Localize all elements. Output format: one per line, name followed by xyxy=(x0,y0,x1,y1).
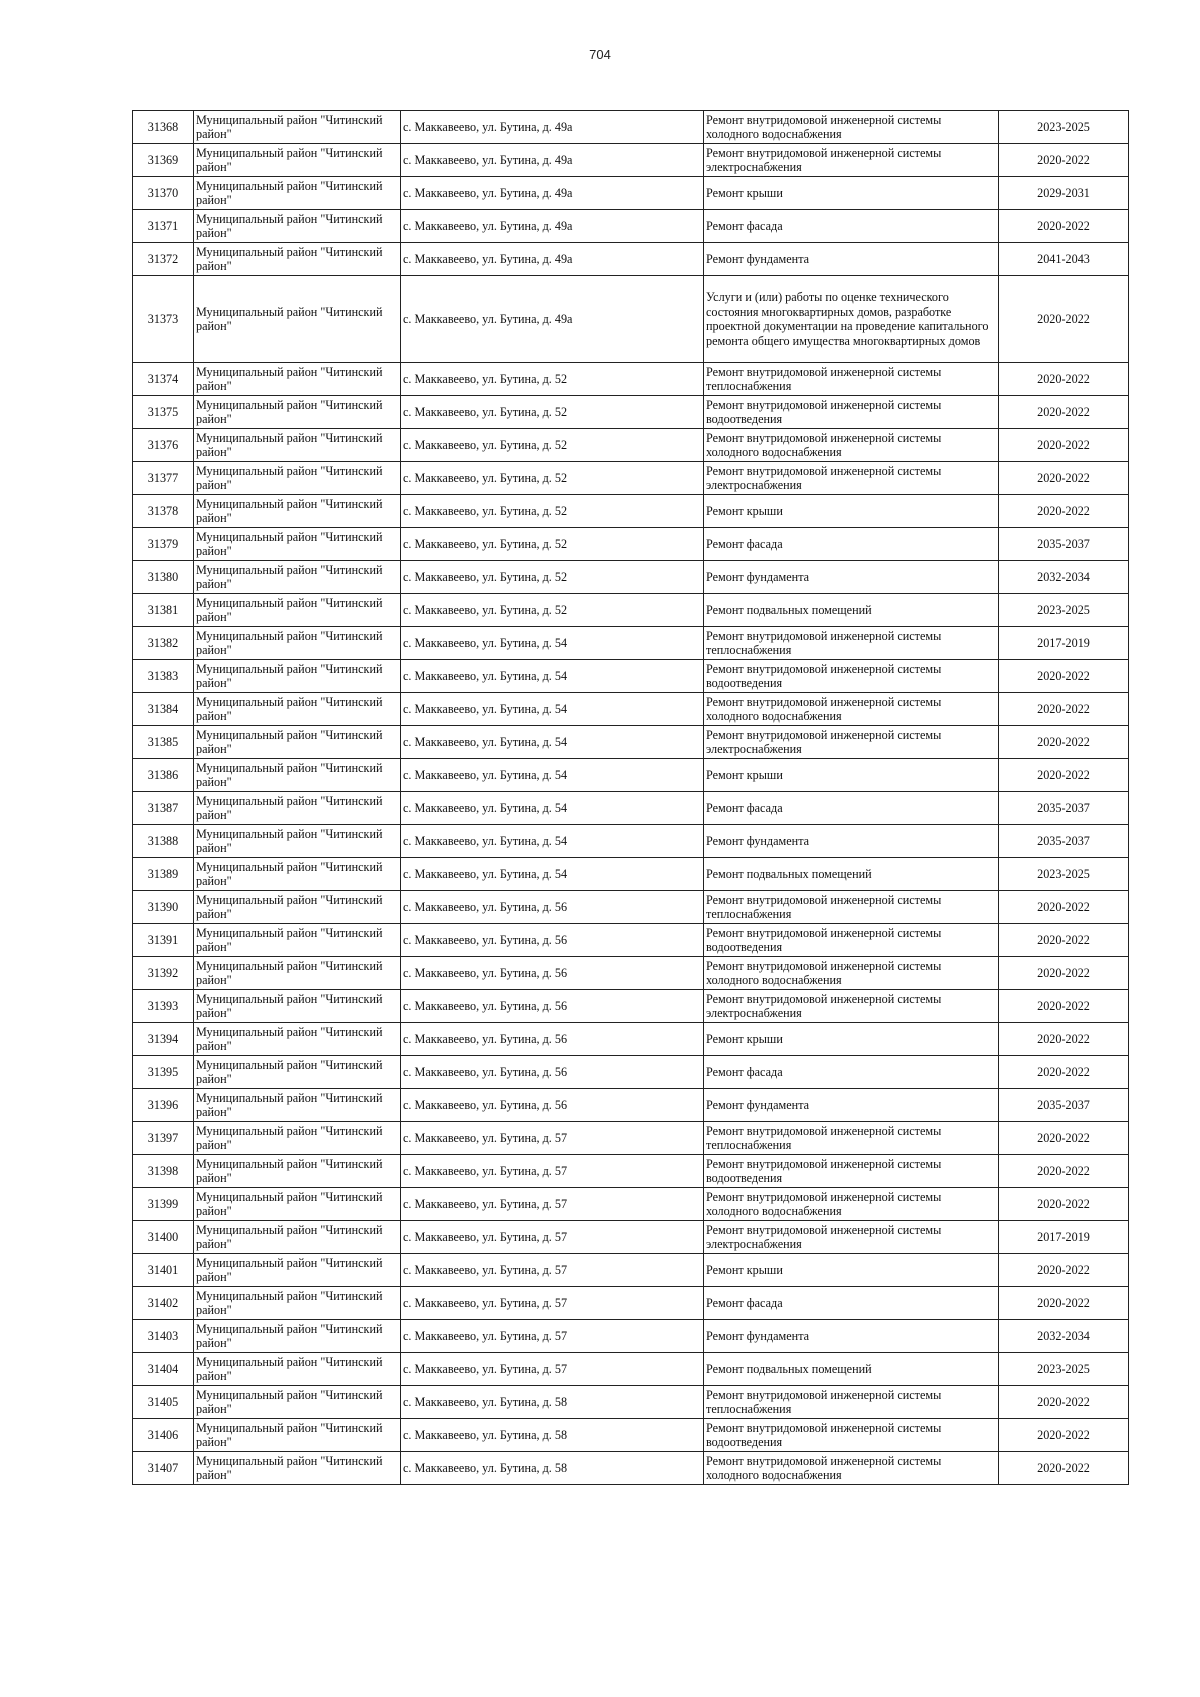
period-cell: 2020-2022 xyxy=(999,1023,1129,1056)
period-cell: 2020-2022 xyxy=(999,693,1129,726)
municipality-cell: Муниципальный район "Читинский район" xyxy=(194,825,401,858)
address-cell: с. Маккавеево, ул. Бутина, д. 56 xyxy=(401,891,704,924)
work-type-cell: Ремонт внутридомовой инженерной системы теплоснабжения xyxy=(704,627,999,660)
row-number: 31403 xyxy=(133,1320,194,1353)
period-cell: 2023-2025 xyxy=(999,594,1129,627)
municipality-cell: Муниципальный район "Читинский район" xyxy=(194,363,401,396)
period-cell: 2035-2037 xyxy=(999,792,1129,825)
address-cell: с. Маккавеево, ул. Бутина, д. 52 xyxy=(401,594,704,627)
address-cell: с. Маккавеево, ул. Бутина, д. 52 xyxy=(401,561,704,594)
table-row xyxy=(133,1386,1129,1419)
table-row xyxy=(133,693,1129,726)
municipality-cell: Муниципальный район "Читинский район" xyxy=(194,1188,401,1221)
municipality-cell: Муниципальный район "Читинский район" xyxy=(194,1320,401,1353)
row-number: 31397 xyxy=(133,1122,194,1155)
work-type-cell: Ремонт внутридомовой инженерной системы водоотведения xyxy=(704,660,999,693)
table-row xyxy=(133,363,1129,396)
address-cell: с. Маккавеево, ул. Бутина, д. 54 xyxy=(401,627,704,660)
period-cell: 2020-2022 xyxy=(999,957,1129,990)
row-number: 31401 xyxy=(133,1254,194,1287)
row-number: 31377 xyxy=(133,462,194,495)
row-number: 31371 xyxy=(133,210,194,243)
table-row xyxy=(133,1254,1129,1287)
row-number: 31376 xyxy=(133,429,194,462)
work-type-cell: Ремонт фасада xyxy=(704,210,999,243)
address-cell: с. Маккавеево, ул. Бутина, д. 57 xyxy=(401,1353,704,1386)
municipality-cell: Муниципальный район "Читинский район" xyxy=(194,693,401,726)
municipality-cell: Муниципальный район "Читинский район" xyxy=(194,429,401,462)
municipality-cell: Муниципальный район "Читинский район" xyxy=(194,276,401,363)
address-cell: с. Маккавеево, ул. Бутина, д. 52 xyxy=(401,462,704,495)
work-type-cell: Ремонт внутридомовой инженерной системы водоотведения xyxy=(704,1155,999,1188)
address-cell: с. Маккавеево, ул. Бутина, д. 57 xyxy=(401,1320,704,1353)
table-row xyxy=(133,1419,1129,1452)
municipality-cell: Муниципальный район "Читинский район" xyxy=(194,1155,401,1188)
work-type-cell: Ремонт внутридомовой инженерной системы холодного водоснабжения xyxy=(704,429,999,462)
address-cell: с. Маккавеево, ул. Бутина, д. 52 xyxy=(401,429,704,462)
period-cell: 2032-2034 xyxy=(999,1320,1129,1353)
table-row xyxy=(133,891,1129,924)
municipality-cell: Муниципальный район "Читинский район" xyxy=(194,957,401,990)
row-number: 31389 xyxy=(133,858,194,891)
row-number: 31391 xyxy=(133,924,194,957)
address-cell: с. Маккавеево, ул. Бутина, д. 58 xyxy=(401,1452,704,1485)
table-row xyxy=(133,825,1129,858)
row-number: 31400 xyxy=(133,1221,194,1254)
row-number: 31406 xyxy=(133,1419,194,1452)
municipality-cell: Муниципальный район "Читинский район" xyxy=(194,1089,401,1122)
municipality-cell: Муниципальный район "Читинский район" xyxy=(194,1452,401,1485)
municipality-cell: Муниципальный район "Читинский район" xyxy=(194,792,401,825)
table-row xyxy=(133,1188,1129,1221)
municipality-cell: Муниципальный район "Читинский район" xyxy=(194,210,401,243)
municipality-cell: Муниципальный район "Читинский район" xyxy=(194,396,401,429)
period-cell: 2017-2019 xyxy=(999,1221,1129,1254)
period-cell: 2020-2022 xyxy=(999,210,1129,243)
period-cell: 2020-2022 xyxy=(999,990,1129,1023)
table-row xyxy=(133,528,1129,561)
row-number: 31385 xyxy=(133,726,194,759)
work-type-cell: Ремонт крыши xyxy=(704,177,999,210)
period-cell: 2041-2043 xyxy=(999,243,1129,276)
work-type-cell: Ремонт фасада xyxy=(704,792,999,825)
address-cell: с. Маккавеево, ул. Бутина, д. 54 xyxy=(401,726,704,759)
address-cell: с. Маккавеево, ул. Бутина, д. 54 xyxy=(401,693,704,726)
work-type-cell: Услуги и (или) работы по оценке технического состояния многоквартирных домов, разработке проектной документации на проведение капитального ремонта общего имущества многоквартирных домов xyxy=(704,276,999,363)
work-type-cell: Ремонт внутридомовой инженерной системы холодного водоснабжения xyxy=(704,1452,999,1485)
table-row xyxy=(133,1023,1129,1056)
row-number: 31374 xyxy=(133,363,194,396)
municipality-cell: Муниципальный район "Читинский район" xyxy=(194,990,401,1023)
table-row xyxy=(133,1155,1129,1188)
address-cell: с. Маккавеево, ул. Бутина, д. 57 xyxy=(401,1122,704,1155)
work-type-cell: Ремонт подвальных помещений xyxy=(704,594,999,627)
row-number: 31370 xyxy=(133,177,194,210)
row-number: 31390 xyxy=(133,891,194,924)
address-cell: с. Маккавеево, ул. Бутина, д. 52 xyxy=(401,363,704,396)
work-type-cell: Ремонт крыши xyxy=(704,1254,999,1287)
work-type-cell: Ремонт крыши xyxy=(704,759,999,792)
row-number: 31382 xyxy=(133,627,194,660)
period-cell: 2020-2022 xyxy=(999,1287,1129,1320)
work-type-cell: Ремонт внутридомовой инженерной системы холодного водоснабжения xyxy=(704,111,999,144)
table-row xyxy=(133,792,1129,825)
municipality-cell: Муниципальный район "Читинский район" xyxy=(194,660,401,693)
table-row xyxy=(133,990,1129,1023)
work-type-cell: Ремонт внутридомовой инженерной системы холодного водоснабжения xyxy=(704,693,999,726)
row-number: 31393 xyxy=(133,990,194,1023)
work-type-cell: Ремонт крыши xyxy=(704,495,999,528)
address-cell: с. Маккавеево, ул. Бутина, д. 56 xyxy=(401,924,704,957)
table-row xyxy=(133,1287,1129,1320)
work-type-cell: Ремонт крыши xyxy=(704,1023,999,1056)
work-type-cell: Ремонт внутридомовой инженерной системы водоотведения xyxy=(704,924,999,957)
table-row xyxy=(133,726,1129,759)
table-row xyxy=(133,1056,1129,1089)
row-number: 31396 xyxy=(133,1089,194,1122)
address-cell: с. Маккавеево, ул. Бутина, д. 57 xyxy=(401,1155,704,1188)
municipality-cell: Муниципальный район "Читинский район" xyxy=(194,594,401,627)
period-cell: 2020-2022 xyxy=(999,726,1129,759)
period-cell: 2020-2022 xyxy=(999,462,1129,495)
municipality-cell: Муниципальный район "Читинский район" xyxy=(194,1287,401,1320)
period-cell: 2020-2022 xyxy=(999,1386,1129,1419)
period-cell: 2020-2022 xyxy=(999,759,1129,792)
period-cell: 2020-2022 xyxy=(999,1056,1129,1089)
municipality-cell: Муниципальный район "Читинский район" xyxy=(194,561,401,594)
address-cell: с. Маккавеево, ул. Бутина, д. 56 xyxy=(401,990,704,1023)
period-cell: 2020-2022 xyxy=(999,1419,1129,1452)
municipality-cell: Муниципальный район "Читинский район" xyxy=(194,858,401,891)
work-type-cell: Ремонт внутридомовой инженерной системы водоотведения xyxy=(704,396,999,429)
period-cell: 2020-2022 xyxy=(999,144,1129,177)
address-cell: с. Маккавеево, ул. Бутина, д. 56 xyxy=(401,957,704,990)
address-cell: с. Маккавеево, ул. Бутина, д. 54 xyxy=(401,858,704,891)
table-row xyxy=(133,396,1129,429)
table-row xyxy=(133,957,1129,990)
row-number: 31386 xyxy=(133,759,194,792)
work-type-cell: Ремонт подвальных помещений xyxy=(704,858,999,891)
period-cell: 2035-2037 xyxy=(999,1089,1129,1122)
address-cell: с. Маккавеево, ул. Бутина, д. 54 xyxy=(401,825,704,858)
address-cell: с. Маккавеево, ул. Бутина, д. 56 xyxy=(401,1023,704,1056)
municipality-cell: Муниципальный район "Читинский район" xyxy=(194,1419,401,1452)
address-cell: с. Маккавеево, ул. Бутина, д. 56 xyxy=(401,1056,704,1089)
municipality-cell: Муниципальный район "Читинский район" xyxy=(194,243,401,276)
work-type-cell: Ремонт внутридомовой инженерной системы электроснабжения xyxy=(704,462,999,495)
row-number: 31380 xyxy=(133,561,194,594)
table-row xyxy=(133,1452,1129,1485)
municipality-cell: Муниципальный район "Читинский район" xyxy=(194,726,401,759)
row-number: 31383 xyxy=(133,660,194,693)
work-type-cell: Ремонт фасада xyxy=(704,528,999,561)
work-type-cell: Ремонт внутридомовой инженерной системы теплоснабжения xyxy=(704,1122,999,1155)
work-type-cell: Ремонт внутридомовой инженерной системы холодного водоснабжения xyxy=(704,1188,999,1221)
repair-schedule-table xyxy=(132,110,1129,1485)
municipality-cell: Муниципальный район "Читинский район" xyxy=(194,1353,401,1386)
address-cell: с. Маккавеево, ул. Бутина, д. 49а xyxy=(401,210,704,243)
work-type-cell: Ремонт внутридомовой инженерной системы холодного водоснабжения xyxy=(704,957,999,990)
table-row xyxy=(133,177,1129,210)
municipality-cell: Муниципальный район "Читинский район" xyxy=(194,528,401,561)
period-cell: 2020-2022 xyxy=(999,1188,1129,1221)
municipality-cell: Муниципальный район "Читинский район" xyxy=(194,1023,401,1056)
address-cell: с. Маккавеево, ул. Бутина, д. 54 xyxy=(401,792,704,825)
row-number: 31369 xyxy=(133,144,194,177)
address-cell: с. Маккавеево, ул. Бутина, д. 49а xyxy=(401,177,704,210)
address-cell: с. Маккавеево, ул. Бутина, д. 54 xyxy=(401,660,704,693)
municipality-cell: Муниципальный район "Читинский район" xyxy=(194,759,401,792)
period-cell: 2020-2022 xyxy=(999,1452,1129,1485)
address-cell: с. Маккавеево, ул. Бутина, д. 57 xyxy=(401,1188,704,1221)
address-cell: с. Маккавеево, ул. Бутина, д. 52 xyxy=(401,396,704,429)
work-type-cell: Ремонт внутридомовой инженерной системы теплоснабжения xyxy=(704,1386,999,1419)
period-cell: 2017-2019 xyxy=(999,627,1129,660)
address-cell: с. Маккавеево, ул. Бутина, д. 52 xyxy=(401,495,704,528)
municipality-cell: Муниципальный район "Читинский район" xyxy=(194,111,401,144)
address-cell: с. Маккавеево, ул. Бутина, д. 57 xyxy=(401,1254,704,1287)
municipality-cell: Муниципальный район "Читинский район" xyxy=(194,1221,401,1254)
table-row xyxy=(133,429,1129,462)
table-row xyxy=(133,1089,1129,1122)
table-row xyxy=(133,1122,1129,1155)
municipality-cell: Муниципальный район "Читинский район" xyxy=(194,1122,401,1155)
address-cell: с. Маккавеево, ул. Бутина, д. 52 xyxy=(401,528,704,561)
address-cell: с. Маккавеево, ул. Бутина, д. 57 xyxy=(401,1221,704,1254)
table-row xyxy=(133,243,1129,276)
work-type-cell: Ремонт фасада xyxy=(704,1056,999,1089)
address-cell: с. Маккавеево, ул. Бутина, д. 56 xyxy=(401,1089,704,1122)
table-row xyxy=(133,561,1129,594)
work-type-cell: Ремонт фундамента xyxy=(704,1089,999,1122)
work-type-cell: Ремонт внутридомовой инженерной системы теплоснабжения xyxy=(704,891,999,924)
municipality-cell: Муниципальный район "Читинский район" xyxy=(194,1386,401,1419)
row-number: 31405 xyxy=(133,1386,194,1419)
row-number: 31402 xyxy=(133,1287,194,1320)
period-cell: 2020-2022 xyxy=(999,924,1129,957)
municipality-cell: Муниципальный район "Читинский район" xyxy=(194,924,401,957)
municipality-cell: Муниципальный район "Читинский район" xyxy=(194,462,401,495)
table-row xyxy=(133,594,1129,627)
period-cell: 2020-2022 xyxy=(999,660,1129,693)
period-cell: 2023-2025 xyxy=(999,111,1129,144)
period-cell: 2035-2037 xyxy=(999,528,1129,561)
municipality-cell: Муниципальный район "Читинский район" xyxy=(194,495,401,528)
table-row xyxy=(133,660,1129,693)
row-number: 31381 xyxy=(133,594,194,627)
period-cell: 2023-2025 xyxy=(999,858,1129,891)
work-type-cell: Ремонт внутридомовой инженерной системы электроснабжения xyxy=(704,990,999,1023)
table-row xyxy=(133,210,1129,243)
municipality-cell: Муниципальный район "Читинский район" xyxy=(194,627,401,660)
period-cell: 2020-2022 xyxy=(999,1254,1129,1287)
row-number: 31372 xyxy=(133,243,194,276)
period-cell: 2020-2022 xyxy=(999,891,1129,924)
period-cell: 2029-2031 xyxy=(999,177,1129,210)
table-row xyxy=(133,276,1129,363)
row-number: 31368 xyxy=(133,111,194,144)
work-type-cell: Ремонт фундамента xyxy=(704,561,999,594)
address-cell: с. Маккавеево, ул. Бутина, д. 49а xyxy=(401,276,704,363)
row-number: 31384 xyxy=(133,693,194,726)
table-row xyxy=(133,1320,1129,1353)
municipality-cell: Муниципальный район "Читинский район" xyxy=(194,1056,401,1089)
table-row xyxy=(133,759,1129,792)
address-cell: с. Маккавеево, ул. Бутина, д. 49а xyxy=(401,111,704,144)
row-number: 31388 xyxy=(133,825,194,858)
period-cell: 2020-2022 xyxy=(999,495,1129,528)
work-type-cell: Ремонт внутридомовой инженерной системы теплоснабжения xyxy=(704,363,999,396)
page-number: 704 xyxy=(589,47,611,62)
table-row xyxy=(133,111,1129,144)
row-number: 31399 xyxy=(133,1188,194,1221)
period-cell: 2020-2022 xyxy=(999,363,1129,396)
table-row xyxy=(133,144,1129,177)
work-type-cell: Ремонт фундамента xyxy=(704,1320,999,1353)
period-cell: 2020-2022 xyxy=(999,1155,1129,1188)
row-number: 31394 xyxy=(133,1023,194,1056)
address-cell: с. Маккавеево, ул. Бутина, д. 54 xyxy=(401,759,704,792)
municipality-cell: Муниципальный район "Читинский район" xyxy=(194,891,401,924)
table-row xyxy=(133,627,1129,660)
row-number: 31395 xyxy=(133,1056,194,1089)
row-number: 31387 xyxy=(133,792,194,825)
period-cell: 2020-2022 xyxy=(999,396,1129,429)
row-number: 31373 xyxy=(133,276,194,363)
row-number: 31407 xyxy=(133,1452,194,1485)
table-row xyxy=(133,1353,1129,1386)
row-number: 31378 xyxy=(133,495,194,528)
work-type-cell: Ремонт фундамента xyxy=(704,243,999,276)
address-cell: с. Маккавеево, ул. Бутина, д. 49а xyxy=(401,243,704,276)
table-row xyxy=(133,924,1129,957)
row-number: 31379 xyxy=(133,528,194,561)
address-cell: с. Маккавеево, ул. Бутина, д. 49а xyxy=(401,144,704,177)
municipality-cell: Муниципальный район "Читинский район" xyxy=(194,177,401,210)
address-cell: с. Маккавеево, ул. Бутина, д. 58 xyxy=(401,1386,704,1419)
work-type-cell: Ремонт фундамента xyxy=(704,825,999,858)
period-cell: 2020-2022 xyxy=(999,1122,1129,1155)
period-cell: 2023-2025 xyxy=(999,1353,1129,1386)
row-number: 31398 xyxy=(133,1155,194,1188)
table-row xyxy=(133,495,1129,528)
address-cell: с. Маккавеево, ул. Бутина, д. 57 xyxy=(401,1287,704,1320)
period-cell: 2035-2037 xyxy=(999,825,1129,858)
table-row xyxy=(133,462,1129,495)
work-type-cell: Ремонт внутридомовой инженерной системы электроснабжения xyxy=(704,1221,999,1254)
period-cell: 2020-2022 xyxy=(999,276,1129,363)
period-cell: 2032-2034 xyxy=(999,561,1129,594)
table-row xyxy=(133,858,1129,891)
work-type-cell: Ремонт фасада xyxy=(704,1287,999,1320)
work-type-cell: Ремонт внутридомовой инженерной системы электроснабжения xyxy=(704,144,999,177)
work-type-cell: Ремонт подвальных помещений xyxy=(704,1353,999,1386)
period-cell: 2020-2022 xyxy=(999,429,1129,462)
table-body xyxy=(133,111,1129,1485)
address-cell: с. Маккавеево, ул. Бутина, д. 58 xyxy=(401,1419,704,1452)
table-row xyxy=(133,1221,1129,1254)
row-number: 31392 xyxy=(133,957,194,990)
municipality-cell: Муниципальный район "Читинский район" xyxy=(194,144,401,177)
work-type-cell: Ремонт внутридомовой инженерной системы электроснабжения xyxy=(704,726,999,759)
work-type-cell: Ремонт внутридомовой инженерной системы водоотведения xyxy=(704,1419,999,1452)
row-number: 31404 xyxy=(133,1353,194,1386)
row-number: 31375 xyxy=(133,396,194,429)
municipality-cell: Муниципальный район "Читинский район" xyxy=(194,1254,401,1287)
